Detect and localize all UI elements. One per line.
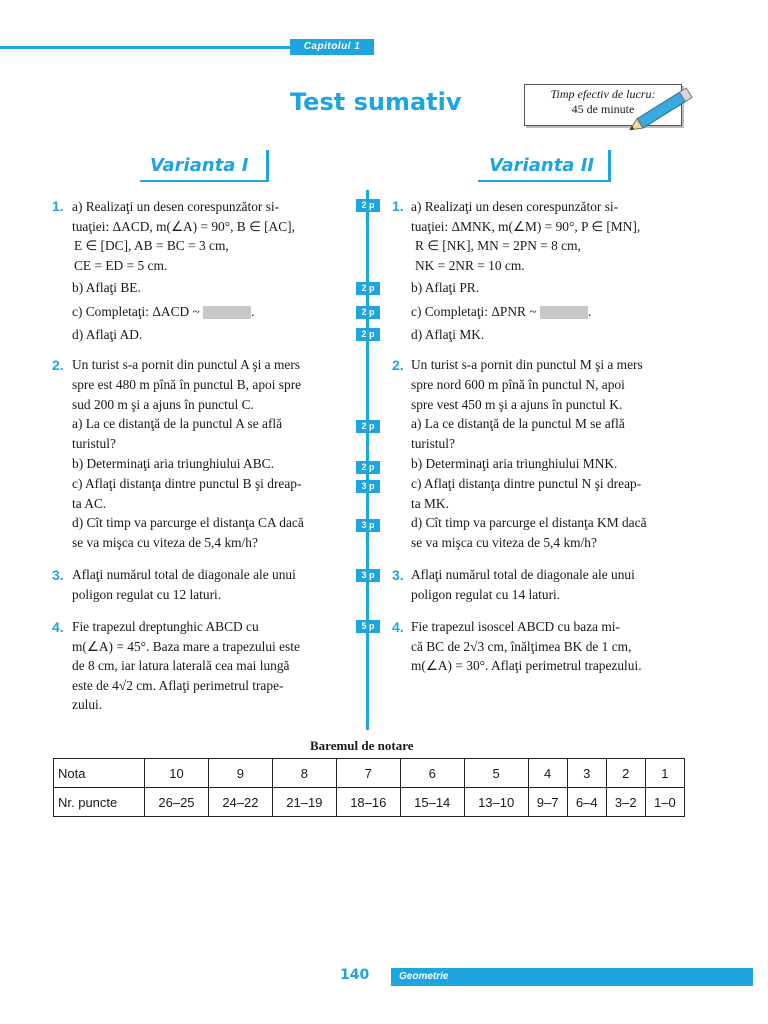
text-line: de 8 cm, iar latura laterală cea mai lungă bbox=[72, 658, 290, 673]
time-box-label: Timp efectiv de lucru: bbox=[550, 87, 656, 101]
text-line: Un turist s-a pornit din punctul M şi a mers bbox=[411, 357, 643, 372]
grade-cell: 6 bbox=[400, 759, 464, 788]
text-line: c) Aflaţi distanţa dintre punctul B şi dreap- bbox=[72, 475, 302, 491]
variant-1-underline bbox=[140, 180, 268, 182]
row-header: Nr. puncte bbox=[54, 788, 145, 817]
row-header: Nota bbox=[54, 759, 145, 788]
table-row bbox=[54, 788, 685, 817]
points-badge: 2 p bbox=[356, 328, 380, 341]
grade-cell: 9 bbox=[208, 759, 272, 788]
question-number: 2. bbox=[52, 357, 64, 373]
answer-blank bbox=[203, 306, 251, 319]
text-line: m(∠A) = 45°. Baza mare a trapezului este bbox=[72, 638, 300, 654]
text-line: poligon regulat cu 12 laturi. bbox=[72, 586, 222, 602]
text-line: b) Determinaţi aria triunghiului MNK. bbox=[411, 455, 618, 471]
variant-1-bracket bbox=[266, 150, 269, 182]
text-line: poligon regulat cu 14 laturi. bbox=[411, 586, 561, 602]
text-line: se va mişca cu viteza de 5,4 km/h? bbox=[411, 535, 597, 551]
points-badge: 2 p bbox=[356, 282, 380, 295]
text-line: turistul? bbox=[72, 436, 116, 452]
points-cell: 24–22 bbox=[208, 788, 272, 817]
barem-title: Baremul de notare bbox=[310, 738, 414, 753]
text-line: a) La ce distanţă de la punctul A se află bbox=[72, 416, 283, 432]
question-1-d: d) Aflaţi MK. bbox=[411, 327, 485, 342]
text-line: CE = ED = 5 cm. bbox=[74, 257, 168, 273]
text-line: R ∈ [NK], MN = 2PN = 8 cm, bbox=[415, 238, 581, 253]
text-line: b) Determinaţi aria triunghiului ABC. bbox=[72, 455, 274, 471]
question-number: 3. bbox=[392, 567, 404, 583]
points-cell: 3–2 bbox=[606, 788, 645, 817]
table-row bbox=[54, 759, 685, 788]
text-line: ta AC. bbox=[72, 495, 107, 511]
pencil-icon bbox=[628, 84, 700, 134]
points-cell: 1–0 bbox=[645, 788, 684, 817]
points-badge: 2 p bbox=[356, 420, 380, 433]
page-title: Test sumativ bbox=[290, 88, 462, 116]
question-1-c-text: c) Completaţi: ΔACD ~ bbox=[72, 304, 200, 319]
text-line: m(∠A) = 30°. Aflaţi perimetrul trapezului. bbox=[411, 658, 642, 673]
text-line: tuaţiei: ΔMNK, m(∠M) = 90°, P ∈ [MN], bbox=[411, 218, 641, 234]
grade-cell: 8 bbox=[272, 759, 336, 788]
question-number: 4. bbox=[52, 619, 64, 635]
points-badge: 2 p bbox=[356, 461, 380, 474]
question-number: 3. bbox=[52, 567, 64, 583]
text-line: a) Realizaţi un desen corespunzător si- bbox=[411, 199, 619, 214]
question-1-b: b) Aflaţi PR. bbox=[411, 280, 480, 295]
text-line: ta MK. bbox=[411, 495, 449, 511]
points-badge: 2 p bbox=[356, 199, 380, 212]
grade-cell: 4 bbox=[528, 759, 567, 788]
question-1-c-text: c) Completaţi: ΔPNR ~ bbox=[411, 304, 537, 319]
chapter-label: Capitolul 1 bbox=[290, 39, 374, 55]
text-line: Un turist s-a pornit din punctul A şi a mers bbox=[72, 357, 300, 372]
question-number: 4. bbox=[392, 619, 404, 635]
question-number: 1. bbox=[52, 198, 64, 214]
text-line: Aflaţi numărul total de diagonale ale unui bbox=[72, 567, 296, 582]
text-line: d) Cît timp va parcurge el distanţa CA dacă bbox=[72, 515, 304, 531]
points-badge: 2 p bbox=[356, 306, 380, 319]
page-number: 140 bbox=[340, 967, 370, 983]
points-badge: 5 p bbox=[356, 620, 380, 633]
text-line: turistul? bbox=[411, 436, 455, 452]
points-cell: 13–10 bbox=[464, 788, 528, 817]
points-cell: 26–25 bbox=[145, 788, 209, 817]
question-1-c: c) Completaţi: ΔACD ~ . bbox=[72, 304, 255, 319]
question-1-b: b) Aflaţi BE. bbox=[72, 280, 141, 295]
points-cell: 6–4 bbox=[567, 788, 606, 817]
points-cell: 18–16 bbox=[336, 788, 400, 817]
text-line: Fie trapezul isoscel ABCD cu baza mi- bbox=[411, 619, 620, 634]
text-line: E ∈ [DC], AB = BC = 3 cm, bbox=[74, 238, 229, 253]
points-cell: 9–7 bbox=[528, 788, 567, 817]
grade-cell: 3 bbox=[567, 759, 606, 788]
text-line: se va mişca cu viteza de 5,4 km/h? bbox=[72, 535, 258, 551]
time-box-value: 45 de minute bbox=[571, 102, 635, 116]
text-line: spre est 480 m pînă în punctul B, apoi spre bbox=[72, 376, 302, 392]
text-line: Aflaţi numărul total de diagonale ale unui bbox=[411, 567, 635, 582]
variant-2-underline bbox=[478, 180, 610, 182]
text-line: zului. bbox=[72, 697, 103, 712]
text-line: NK = 2NR = 10 cm. bbox=[415, 257, 525, 273]
grade-cell: 5 bbox=[464, 759, 528, 788]
text-line: Fie trapezul dreptunghic ABCD cu bbox=[72, 619, 259, 634]
variant-2-bracket bbox=[608, 150, 611, 182]
variant-2-heading: Varianta II bbox=[489, 155, 595, 176]
question-1-text bbox=[72, 197, 295, 275]
column-divider bbox=[366, 190, 369, 730]
points-cell: 15–14 bbox=[400, 788, 464, 817]
points-badge: 3 p bbox=[356, 569, 380, 582]
text-line: spre vest 450 m şi a ajuns în punctul K. bbox=[411, 396, 623, 412]
points-badge: 3 p bbox=[356, 519, 380, 532]
question-number: 2. bbox=[392, 357, 404, 373]
question-2-text bbox=[72, 355, 304, 553]
question-3-text bbox=[72, 565, 296, 604]
points-badge: 3 p bbox=[356, 480, 380, 493]
question-1-d: d) Aflaţi AD. bbox=[72, 327, 143, 342]
text-line: spre nord 600 m pînă în punctul N, apoi bbox=[411, 376, 625, 392]
text-line: d) Cît timp va parcurge el distanţa KM dacă bbox=[411, 515, 647, 531]
grade-cell: 7 bbox=[336, 759, 400, 788]
answer-blank bbox=[540, 306, 588, 319]
question-1-text bbox=[411, 197, 640, 275]
points-cell: 21–19 bbox=[272, 788, 336, 817]
question-2-text bbox=[411, 355, 647, 553]
question-1-c: c) Completaţi: ΔPNR ~ . bbox=[411, 304, 592, 319]
question-4-text bbox=[411, 617, 642, 676]
grade-cell: 2 bbox=[606, 759, 645, 788]
text-line: a) Realizaţi un desen corespunzător si- bbox=[72, 199, 280, 214]
text-line: c) Aflaţi distanţa dintre punctul N şi dreap- bbox=[411, 475, 642, 491]
grade-cell: 1 bbox=[645, 759, 684, 788]
variant-1-heading: Varianta I bbox=[150, 155, 249, 176]
text-line: că BC de 2√3 cm, înălţimea BK de 1 cm, bbox=[411, 638, 632, 654]
section-label: Geometrie bbox=[391, 968, 753, 986]
text-line: a) La ce distanţă de la punctul M se află bbox=[411, 416, 625, 432]
text-line: tuaţiei: ΔACD, m(∠A) = 90°, B ∈ [AC], bbox=[72, 218, 295, 234]
question-number: 1. bbox=[392, 198, 404, 214]
text-line: este de 4√2 cm. Aflaţi perimetrul trape- bbox=[72, 677, 284, 693]
grading-table bbox=[53, 758, 685, 817]
question-3-text bbox=[411, 565, 635, 604]
text-line: sud 200 m şi a ajuns în punctul C. bbox=[72, 396, 254, 412]
grade-cell: 10 bbox=[145, 759, 209, 788]
question-4-text bbox=[72, 617, 300, 715]
